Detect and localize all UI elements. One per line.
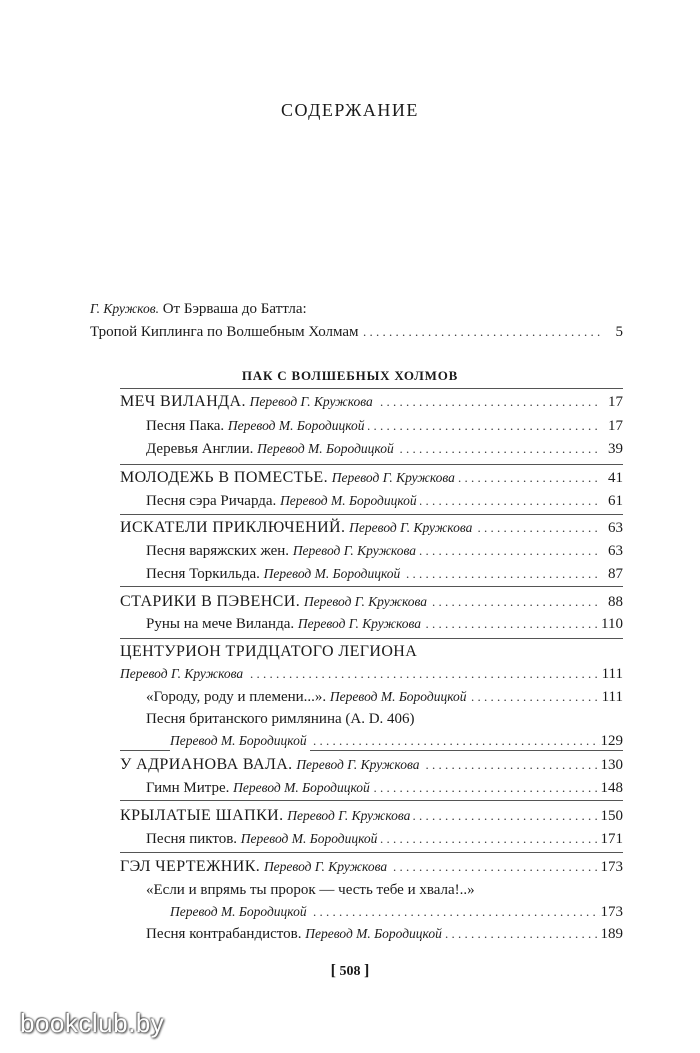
entry-translator: Перевод М. Бородицкой bbox=[280, 493, 417, 508]
toc-entry bbox=[0, 640, 700, 664]
toc-entry bbox=[0, 922, 700, 946]
watermark: bookclub.by bbox=[20, 1008, 165, 1038]
intro-title-part2: Тропой Киплинга по Волшебным Холмам bbox=[90, 320, 362, 344]
page-number: 173 bbox=[600, 859, 623, 875]
toc-entry bbox=[0, 729, 700, 753]
page-number: 171 bbox=[600, 831, 623, 847]
section-title: ПАК С ВОЛШЕБНЫХ ХОЛМОВ bbox=[241, 368, 459, 383]
entry-title: Деревья Англии. bbox=[146, 441, 254, 457]
entry-title: У АДРИАНОВА ВАЛА. bbox=[120, 756, 293, 773]
divider bbox=[120, 586, 623, 587]
entry-title: «Если и впрямь ты пророк — честь тебе и хвала!..» bbox=[146, 882, 475, 898]
intro-author: Г. Кружков. bbox=[90, 301, 159, 316]
toc-entry bbox=[0, 662, 700, 686]
divider bbox=[120, 464, 623, 465]
entry-title: Песня варяжских жен. bbox=[146, 543, 290, 559]
page-title: СОДЕРЖАНИЕ bbox=[281, 100, 419, 120]
toc-entry bbox=[0, 437, 700, 461]
page-number: 150 bbox=[600, 808, 623, 824]
entry-title: ИСКАТЕЛИ ПРИКЛЮЧЕНИЙ. bbox=[120, 519, 346, 536]
entry-translator: Перевод М. Бородицкой bbox=[305, 926, 442, 941]
toc-entry bbox=[0, 562, 700, 586]
intro-title-part1: От Бэрваша до Баттла: bbox=[162, 301, 307, 317]
entry-translator: Перевод Г. Кружкова bbox=[287, 808, 411, 823]
toc-entry bbox=[0, 390, 700, 414]
toc-entry bbox=[0, 827, 700, 851]
entry-translator: Перевод М. Бородицкой bbox=[329, 689, 467, 704]
entry-title: СТАРИКИ В ПЭВЕНСИ. bbox=[120, 593, 301, 610]
toc-entry bbox=[0, 516, 700, 540]
divider bbox=[120, 638, 623, 639]
entry-translator: Перевод Г. Кружкова bbox=[303, 594, 428, 609]
entry-translator: Перевод М. Бородицкой bbox=[257, 441, 394, 456]
intro-line-1 bbox=[0, 297, 700, 321]
page-number: 148 bbox=[600, 780, 623, 796]
page-number: 17 bbox=[608, 394, 623, 410]
page-number: 111 bbox=[601, 666, 623, 682]
page-number: 130 bbox=[600, 757, 623, 773]
entry-title: Песня Торкильда. bbox=[146, 566, 260, 582]
toc-entry bbox=[0, 590, 700, 614]
entry-translator: Перевод М. Бородицкой bbox=[233, 780, 370, 795]
entry-translator: Перевод Г. Кружкова bbox=[349, 520, 473, 535]
entry-title: КРЫЛАТЫЕ ШАПКИ. bbox=[120, 807, 284, 824]
entry-translator: Перевод Г. Кружкова bbox=[297, 616, 422, 631]
toc-entry bbox=[0, 466, 700, 490]
page-footer bbox=[0, 962, 700, 980]
entry-title: Песня сэра Ричарда. bbox=[146, 493, 277, 509]
page-number: 63 bbox=[608, 543, 623, 559]
toc-entry bbox=[0, 414, 700, 438]
page-number: 189 bbox=[600, 926, 623, 942]
entry-translator: Перевод М. Бородицкой bbox=[263, 566, 401, 581]
entry-title: Руны на мече Виланда. bbox=[146, 616, 295, 632]
page-number: 61 bbox=[608, 493, 623, 509]
toc-entry bbox=[0, 489, 700, 513]
divider bbox=[120, 388, 623, 389]
entry-title: ГЭЛ ЧЕРТЕЖНИК. bbox=[120, 858, 261, 875]
toc-entry bbox=[0, 900, 700, 924]
toc-entry bbox=[0, 804, 700, 828]
page-number: 88 bbox=[608, 594, 623, 610]
divider bbox=[120, 852, 623, 853]
divider bbox=[120, 514, 623, 515]
bracket-close: ] bbox=[364, 962, 370, 979]
entry-translator: Перевод М. Бородицкой bbox=[227, 418, 365, 433]
entry-title: ЦЕНТУРИОН ТРИДЦАТОГО ЛЕГИОНА bbox=[120, 643, 418, 660]
entry-translator: Перевод М. Бородицкой bbox=[170, 733, 307, 748]
entry-title: Песня Пака. bbox=[146, 418, 225, 434]
page-number: 110 bbox=[601, 616, 623, 632]
entry-title: Гимн Митре. bbox=[146, 780, 230, 796]
entry-title: Песня британского римлянина (A. D. 406) bbox=[146, 711, 415, 727]
page-number: 111 bbox=[601, 689, 623, 705]
entry-title: МОЛОДЕЖЬ В ПОМЕСТЬЕ. bbox=[120, 469, 328, 486]
toc-entry bbox=[0, 855, 700, 879]
toc-entry bbox=[0, 685, 700, 709]
entry-translator: Перевод Г. Кружкова bbox=[263, 859, 388, 874]
toc-entry bbox=[0, 753, 700, 777]
entry-title: Песня пиктов. bbox=[146, 831, 238, 847]
page-number: 63 bbox=[608, 520, 623, 536]
page-number: 39 bbox=[608, 441, 623, 457]
toc-entry bbox=[0, 612, 700, 636]
entry-translator: Перевод М. Бородицкой bbox=[240, 831, 378, 846]
entry-title: МЕЧ ВИЛАНДА. bbox=[120, 393, 246, 410]
entry-translator: Перевод Г. Кружкова bbox=[249, 394, 373, 409]
bracket-open: [ bbox=[330, 962, 336, 979]
entry-translator: Перевод Г. Кружкова bbox=[292, 543, 416, 558]
entry-translator: Перевод Г. Кружкова bbox=[296, 757, 420, 772]
entry-title: Песня контрабандистов. bbox=[146, 926, 302, 942]
entry-title: «Городу, роду и племени...». bbox=[146, 689, 327, 705]
divider bbox=[120, 800, 623, 801]
intro-line-2 bbox=[0, 320, 700, 344]
page-number: 173 bbox=[600, 904, 623, 920]
page-number: 17 bbox=[608, 418, 623, 434]
toc-entry bbox=[0, 776, 700, 800]
page-number: 41 bbox=[608, 470, 623, 486]
toc-entry bbox=[0, 539, 700, 563]
page-number: 129 bbox=[600, 733, 623, 749]
entry-translator: Перевод Г. Кружкова bbox=[331, 470, 455, 485]
entry-translator: Перевод М. Бородицкой bbox=[170, 904, 307, 919]
toc-entry bbox=[0, 707, 700, 731]
entry-translator: Перевод Г. Кружкова bbox=[120, 666, 244, 681]
footer-page-number: 508 bbox=[339, 964, 361, 979]
page-number: 5 bbox=[615, 324, 623, 340]
page-number: 87 bbox=[608, 566, 623, 582]
toc-entry bbox=[0, 878, 700, 902]
